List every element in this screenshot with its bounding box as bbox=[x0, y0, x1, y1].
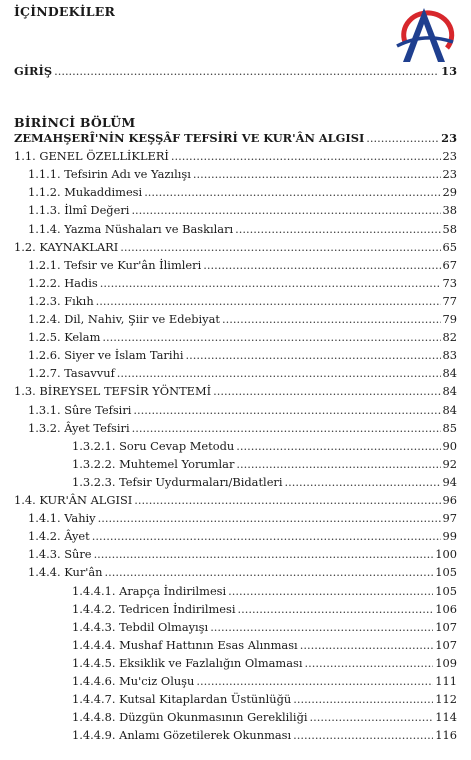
toc-entry-label: 1.4.4.2. Tedricen İndirilmesi bbox=[72, 601, 236, 616]
leader-dots bbox=[92, 529, 441, 543]
toc-entry-label: 1.4.4.9. Anlamı Gözetilerek Okunması bbox=[72, 728, 292, 743]
toc-entry[interactable] bbox=[28, 167, 457, 184]
toc-entry-page: 58 bbox=[442, 221, 457, 236]
toc-entry-page: 90 bbox=[442, 438, 457, 453]
toc-entry-page: 97 bbox=[442, 511, 457, 526]
toc-entry-label: 1.4.4.7. Kutsal Kitaplardan Üstünlüğü bbox=[72, 692, 292, 707]
toc-entry-label: 1.1. GENEL ÖZELLİKLERİ bbox=[14, 149, 169, 164]
toc-entry-label: 1.1.4. Yazma Nüshaları ve Baskıları bbox=[28, 221, 234, 236]
toc-entry[interactable] bbox=[14, 149, 457, 166]
toc-entry-label: 1.4.4.8. Düzgün Okunmasının Gerekliliği bbox=[72, 710, 308, 725]
toc-entry[interactable] bbox=[28, 511, 457, 528]
leader-dots bbox=[305, 656, 434, 670]
toc-entry-page: 82 bbox=[442, 330, 457, 345]
toc-entry[interactable] bbox=[28, 276, 457, 293]
toc-entry-page: 67 bbox=[442, 257, 457, 272]
toc-entry[interactable] bbox=[72, 710, 457, 727]
toc-entry-label: 1.4.4.3. Tebdil Olmayışı bbox=[72, 619, 209, 634]
toc-entry-label: 1.3. BİREYSEL TEFSİR YÖNTEMİ bbox=[14, 384, 212, 399]
toc-entry-label: 1.2.5. Kelam bbox=[28, 330, 101, 345]
toc-entry-label: 1.2.7. Tasavvuf bbox=[28, 366, 115, 381]
toc-entry-label: 1.2.4. Dil, Nahiv, Şiir ve Edebiyat bbox=[28, 312, 220, 326]
toc-entry-page: 114 bbox=[435, 710, 457, 725]
toc-entry[interactable] bbox=[28, 294, 457, 311]
toc-entry-page: 83 bbox=[442, 348, 457, 363]
toc-entry[interactable] bbox=[28, 403, 457, 420]
toc-entry[interactable] bbox=[72, 457, 457, 474]
toc-entry-page: 79 bbox=[442, 312, 457, 326]
leader-dots bbox=[100, 276, 441, 290]
leader-dots bbox=[236, 439, 440, 453]
toc-entry-page: 77 bbox=[442, 293, 457, 308]
leader-dots bbox=[94, 547, 434, 561]
leader-dots bbox=[96, 294, 441, 308]
toc-entry-page: 13 bbox=[441, 64, 457, 78]
leader-dots bbox=[235, 222, 440, 236]
toc-entry-label: 1.2. KAYNAKLARI bbox=[14, 239, 119, 254]
toc-entry-label: 1.2.2. Hadis bbox=[28, 275, 98, 290]
toc-entry[interactable] bbox=[28, 185, 457, 202]
toc-entry-page: 105 bbox=[435, 565, 457, 580]
toc-entry[interactable] bbox=[14, 240, 457, 257]
toc-entry-page: 84 bbox=[442, 384, 457, 399]
toc-entry-label: ZEMAHŞERÎ'NİN KEŞŞÂF TEFSİRİ VE KUR'ÂN ALGISI bbox=[14, 131, 365, 145]
toc-entry-page: 23 bbox=[442, 167, 457, 182]
leader-dots bbox=[285, 475, 441, 489]
toc-entry-label: 1.3.2.1. Soru Cevap Metodu bbox=[72, 438, 235, 453]
toc-entry[interactable] bbox=[72, 439, 457, 456]
toc-entry-label: 1.4.1. Vahiy bbox=[28, 511, 96, 526]
toc-entry[interactable] bbox=[28, 366, 457, 383]
toc-entry[interactable] bbox=[28, 565, 457, 582]
toc-entry-label: 1.2.3. Fıkıh bbox=[28, 293, 94, 308]
toc-entry-page: 23 bbox=[441, 131, 457, 145]
toc-entry-label: 1.1.1. Tefsirin Adı ve Yazılışı bbox=[28, 167, 191, 182]
leader-dots bbox=[185, 348, 440, 362]
toc-entry-label: GİRİŞ bbox=[14, 64, 53, 78]
toc-entry-label: 1.3.1. Sûre Tefsiri bbox=[28, 402, 132, 417]
leader-dots bbox=[300, 638, 434, 652]
leader-dots bbox=[171, 149, 441, 163]
toc-entry-page: 100 bbox=[435, 547, 457, 562]
toc-entry[interactable] bbox=[28, 312, 457, 329]
leader-dots bbox=[236, 457, 440, 471]
leader-dots bbox=[293, 728, 433, 742]
leader-dots bbox=[133, 403, 440, 417]
leader-dots bbox=[117, 366, 441, 380]
toc-entry-label: 1.2.6. Siyer ve İslam Tarihi bbox=[28, 348, 184, 363]
toc-entry-label: 1.4.2. Âyet bbox=[28, 529, 90, 544]
leader-dots bbox=[134, 493, 440, 507]
toc-entry[interactable] bbox=[28, 547, 457, 564]
toc-entry-label: 1.4.4. Kur'ân bbox=[28, 565, 103, 580]
leader-dots bbox=[203, 258, 440, 272]
toc-entry-page: 85 bbox=[442, 420, 457, 435]
leader-dots bbox=[105, 565, 434, 579]
toc-entry[interactable] bbox=[72, 656, 457, 673]
toc-entry[interactable] bbox=[72, 692, 457, 709]
toc-entry[interactable] bbox=[72, 602, 457, 619]
toc-entry-label: 1.2.1. Tefsir ve Kur'ân İlimleri bbox=[28, 257, 202, 272]
leader-dots bbox=[310, 710, 434, 724]
toc-entry-label: 1.4. KUR'ÂN ALGISI bbox=[14, 493, 133, 507]
toc-entry-page: 99 bbox=[442, 529, 457, 544]
toc-entry-label: 1.3.2.3. Tefsir Uydurmaları/Bidatleri bbox=[72, 474, 283, 489]
leader-dots bbox=[293, 692, 433, 706]
toc-entry-label: 1.4.3. Sûre bbox=[28, 547, 92, 562]
leader-dots bbox=[210, 620, 433, 634]
leader-dots bbox=[193, 167, 441, 181]
leader-dots bbox=[54, 64, 439, 78]
leader-dots bbox=[238, 602, 434, 616]
toc-entry-page: 111 bbox=[435, 674, 457, 688]
toc-entry[interactable] bbox=[28, 529, 457, 546]
toc-entry[interactable] bbox=[14, 493, 457, 510]
toc-entry[interactable] bbox=[14, 384, 457, 401]
publisher-logo-icon bbox=[391, 2, 457, 66]
toc-entry-page: 105 bbox=[435, 583, 457, 598]
toc-entry[interactable] bbox=[72, 728, 457, 745]
toc-entry-page: 92 bbox=[442, 456, 457, 471]
leader-dots bbox=[102, 330, 440, 344]
toc-entry-page: 96 bbox=[442, 493, 457, 507]
toc-entry-page: 84 bbox=[442, 366, 457, 381]
toc-entry-label: 1.1.3. İlmî Değeri bbox=[28, 203, 130, 218]
toc-entry-page: 94 bbox=[442, 474, 457, 489]
toc-entry-label: 1.4.4.1. Arapça İndirilmesi bbox=[72, 583, 227, 598]
leader-dots bbox=[132, 421, 441, 435]
toc-entry-label: 1.4.4.4. Mushaf Hattının Esas Alınması bbox=[72, 637, 298, 652]
toc-entry-page: 73 bbox=[442, 275, 457, 290]
toc-entry-page: 23 bbox=[442, 149, 457, 164]
toc-entry-page: 116 bbox=[435, 728, 457, 743]
toc-entry-intro[interactable] bbox=[14, 64, 457, 81]
toc-entry-label: 1.1.2. Mukaddimesi bbox=[28, 185, 143, 200]
toc-entry[interactable] bbox=[72, 475, 457, 492]
toc-entry[interactable] bbox=[72, 638, 457, 655]
toc-entry-label: 1.4.4.5. Eksiklik ve Fazlalığın Olmaması bbox=[72, 655, 303, 670]
toc-entry-page: 84 bbox=[442, 402, 457, 417]
toc-entry-page: 29 bbox=[442, 185, 457, 200]
leader-dots bbox=[222, 312, 441, 326]
toc-entry-label: 1.3.2.2. Muhtemel Yorumlar bbox=[72, 456, 235, 471]
toc-entry[interactable] bbox=[28, 203, 457, 220]
page-title: İÇİNDEKİLER bbox=[14, 4, 116, 19]
leader-dots bbox=[120, 240, 440, 254]
toc-entry[interactable] bbox=[72, 620, 457, 637]
leader-dots bbox=[366, 131, 439, 145]
leader-dots bbox=[228, 584, 433, 598]
toc-entry-page: 107 bbox=[435, 637, 457, 652]
toc-entry-page: 106 bbox=[435, 601, 457, 616]
leader-dots bbox=[131, 203, 440, 217]
leader-dots bbox=[98, 511, 441, 525]
leader-dots bbox=[196, 674, 433, 688]
toc-entry-label: 1.3.2. Âyet Tefsiri bbox=[28, 420, 130, 435]
toc-entry[interactable] bbox=[14, 131, 457, 148]
toc-entry-page: 65 bbox=[442, 239, 457, 254]
toc-entry-page: 38 bbox=[442, 203, 457, 218]
chapter-label: BİRİNCİ BÖLÜM bbox=[14, 115, 136, 130]
toc-entry-page: 112 bbox=[435, 692, 457, 707]
toc-entry-page: 109 bbox=[435, 655, 457, 670]
toc-entry[interactable] bbox=[28, 222, 457, 239]
leader-dots bbox=[144, 185, 440, 199]
toc-entry-label: 1.4.4.6. Mu'ciz Oluşu bbox=[72, 674, 195, 688]
toc-entry[interactable] bbox=[28, 421, 457, 438]
toc-entry-page: 107 bbox=[435, 619, 457, 634]
leader-dots bbox=[213, 384, 440, 398]
toc-entry[interactable] bbox=[28, 330, 457, 347]
toc-entry[interactable] bbox=[28, 348, 457, 365]
toc-entry[interactable] bbox=[28, 258, 457, 275]
toc-entry[interactable] bbox=[72, 584, 457, 601]
toc-entry[interactable] bbox=[72, 674, 457, 691]
